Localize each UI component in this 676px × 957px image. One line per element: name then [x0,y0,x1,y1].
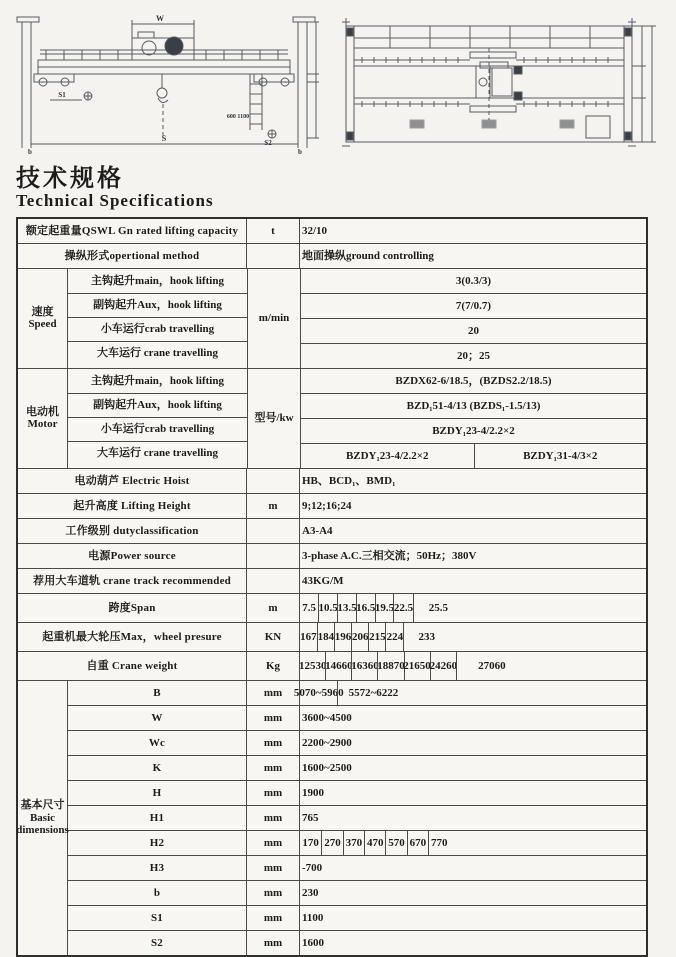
spec-section-group [18,680,646,955]
dim-label-b-left: b [28,148,32,156]
spec-value-row [300,781,326,805]
spec-section-row [68,855,646,880]
spec-value-cell: 270 [321,831,342,855]
spec-value-cell: 233 [403,623,449,651]
spec-value-cell: 3(0.3/3) [455,274,492,287]
spec-value-cell: 167 [300,630,317,643]
spec-value-row [300,219,329,243]
spec-group-header-line: Speed [28,318,57,331]
spec-group-rows [68,681,646,955]
spec-label-cell: 小车运行crab travelling [68,317,247,341]
spec-value-cell: 14660 [325,652,351,680]
dim-label-b-right: b [298,148,302,156]
spec-group-header-line: dimensions [16,824,69,837]
spec-label-cell: S2 [68,931,247,955]
spec-label-cell: 主钩起升main，hook lifting [91,274,224,287]
spec-label-cell: 工作级别 dutyclassification [18,519,247,543]
spec-value-cell: 1100 [302,911,324,924]
spec-value-cell: 765 [302,811,319,824]
spec-unit-cell: m/min [248,269,301,368]
spec-label-cell: 副钩起升Aux，hook lifting [68,393,247,417]
spec-unit-cell: m [247,494,300,518]
spec-value-cell: 7(7/0.7) [455,299,492,312]
spec-group-header-cell [18,269,68,368]
spec-label-cell: Wc [68,731,247,755]
spec-value-cell: 19.5 [375,594,394,622]
spec-section-row [68,681,646,705]
spec-value-cell: 22.5 [393,594,412,622]
spec-section-row [18,622,646,651]
spec-value-row [300,931,326,955]
spec-value-cell: 3600~4500 [302,711,352,724]
spec-label-cell: b [68,881,247,905]
spec-value-cell: 224 [385,623,403,651]
spec-label-cell: 跨度Span [18,594,247,622]
specifications-table [16,217,648,957]
spec-label-cell: W [68,706,247,730]
spec-group-header-cell [18,369,68,468]
title-block [0,158,676,217]
spec-value-cell: 196 [334,623,351,651]
spec-unit-cell: mm [247,831,300,855]
spec-section-row [68,830,646,855]
spec-group-values [301,369,646,468]
spec-value-cell: 570 [385,831,406,855]
spec-value-cell: BZD₁51-4/13 (BZDS₁-1.5/13) [406,399,541,412]
spec-section-row [18,568,646,593]
spec-value-cell: A3-A4 [302,524,333,537]
spec-unit-cell [247,544,300,568]
technical-drawings [0,0,676,158]
spec-value-row [293,681,408,705]
spec-value-cell: 1900 [302,786,324,799]
spec-unit-cell: mm [247,856,300,880]
spec-value-row [300,544,478,568]
spec-value-cell: 16.5 [356,594,375,622]
spec-value-row [301,343,646,368]
spec-section-row [68,730,646,755]
spec-unit-cell [247,519,300,543]
spec-label-cell: 额定起重量QSWL Gn rated lifting capacity [18,219,247,243]
spec-value-cell: 670 [407,831,428,855]
spec-section-row [18,493,646,518]
spec-label-cell: H1 [68,806,247,830]
crane-plan-svg [330,8,668,158]
spec-unit-cell: mm [247,781,300,805]
spec-section-row [68,880,646,905]
spec-unit-cell: Kg [247,652,300,680]
spec-section-row [18,518,646,543]
spec-section-row [18,651,646,680]
spec-group-header-line: 电动机 [26,406,59,419]
dim-label-s1: S1 [58,91,66,99]
spec-label-cell: 大车运行 crane travelling [68,341,247,365]
spec-section-row [18,243,646,268]
spec-value-cell: 43KG/M [302,574,344,587]
spec-value-row [300,594,463,622]
spec-value-cell: 25.5 [413,594,464,622]
spec-value-cell: 3-phase A.C.三相交流；50Hz；380V [302,549,477,562]
spec-value-cell: 370 [343,831,364,855]
spec-value-row [300,906,325,930]
spec-label-cell: 自重 Crane weight [18,652,247,680]
crane-plan-drawing [330,8,668,158]
spec-section-row [18,543,646,568]
spec-label-cell: H3 [68,856,247,880]
spec-value-cell: 13.5 [337,594,356,622]
spec-unit-cell: mm [247,806,300,830]
spec-value-cell: BZDY₁31-4/3×2 [474,444,647,468]
spec-value-cell: 170 [302,836,319,849]
spec-unit-cell: mm [247,906,300,930]
spec-unit-cell: KN [247,623,300,651]
spec-value-cell: 24260 [430,652,457,680]
spec-group-labels [68,269,248,368]
spec-value-cell: 470 [364,831,385,855]
spec-value-row [300,519,335,543]
spec-label-cell: 副钩起升Aux，hook lifting [68,293,247,317]
spec-value-row [300,469,397,493]
spec-label-cell: 主钩起升main，hook lifting [91,374,224,387]
spec-unit-cell [247,244,300,268]
spec-group-header-line: 基本尺寸 [20,799,65,812]
spec-value-cell: 770 [428,831,449,855]
spec-value-row [300,244,436,268]
spec-label-cell: S1 [68,906,247,930]
spec-value-cell: 16360 [351,652,377,680]
spec-value-row [301,269,646,293]
dim-label-w: W [156,14,164,23]
spec-label-cell: 电动葫芦 Electric Hoist [18,469,247,493]
dim-label-span: S [161,134,167,143]
spec-value-cell: 地面操纵ground controlling [302,249,434,262]
spec-group-values [301,269,646,368]
spec-value-row [301,393,646,418]
spec-section-row [68,805,646,830]
spec-unit-cell: 型号/kw [248,369,301,468]
spec-value-cell: 1600~2500 [302,761,352,774]
spec-unit-cell: mm [247,731,300,755]
spec-section-row [68,905,646,930]
spec-unit-cell: t [247,219,300,243]
spec-value-row [300,756,354,780]
spec-unit-cell: mm [247,756,300,780]
spec-section-row [68,705,646,730]
spec-label-cell: 大车运行 crane travelling [68,441,247,465]
spec-label-cell: 起重机最大轮压Max，wheel presure [18,623,247,651]
spec-unit-cell [247,569,300,593]
spec-group-labels [68,369,248,468]
spec-group-header-line: Basic [29,811,56,824]
spec-value-row [300,731,354,755]
spec-label-cell: 起升高度 Lifting Height [18,494,247,518]
spec-value-row [300,881,321,905]
spec-value-row [300,706,354,730]
spec-value-cell: 1600 [302,936,324,949]
spec-value-cell: 9;12;16;24 [302,499,352,512]
spec-value-row [301,443,646,468]
spec-section-row [68,755,646,780]
spec-section-row [18,593,646,622]
spec-value-cell: 5572~6222 [337,681,408,705]
spec-value-cell: 215 [368,623,385,651]
spec-unit-cell: mm [247,931,300,955]
spec-value-row [300,831,450,855]
spec-value-row [301,369,646,393]
spec-value-row [300,623,450,651]
spec-value-row [300,652,527,680]
spec-label-cell: 小车运行crab travelling [68,417,247,441]
spec-value-cell: BZDY₁23-4/2.2×2 [432,424,515,437]
spec-label-cell: H [68,781,247,805]
spec-section-row [68,780,646,805]
spec-value-cell: 2200~2900 [302,736,352,749]
spec-label-cell: 操纵形式opertional method [18,244,247,268]
spec-section-group [18,368,646,468]
dim-label-s2: S2 [264,139,272,147]
spec-group-header-line: Motor [27,418,58,431]
spec-value-cell: BZDY₁23-4/2.2×2 [345,449,429,462]
spec-label-cell: 荐用大车道轨 crane track recommended [18,569,247,593]
spec-group-header-line: 速度 [31,306,54,319]
spec-value-cell: HB、BCD₁、BMD₁ [302,474,396,487]
spec-label-cell: B [68,681,247,705]
spec-value-cell: -700 [302,861,323,874]
spec-value-cell: 184 [317,623,334,651]
spec-value-cell: 32/10 [302,224,328,237]
spec-section-row [18,468,646,493]
spec-label-cell: 电源Power source [18,544,247,568]
spec-label-cell: K [68,756,247,780]
spec-value-cell: 18870 [377,652,403,680]
spec-value-cell: 10.5 [318,594,337,622]
spec-unit-cell: mm [247,681,300,705]
spec-value-row [301,293,646,318]
spec-value-cell: 7.5 [302,601,317,614]
spec-value-cell: 230 [302,886,319,899]
spec-section-row [68,930,646,955]
spec-value-row [301,318,646,343]
spec-label-cell: H2 [68,831,247,855]
spec-value-cell: 206 [351,623,368,651]
spec-unit-cell [247,469,300,493]
spec-value-cell: 20 [468,324,479,337]
spec-unit-cell: mm [247,881,300,905]
spec-value-cell: BZDX62-6/18.5，(BZDS2.2/18.5) [395,374,552,387]
spec-value-cell: 21650 [404,652,430,680]
spec-unit-cell: m [247,594,300,622]
spec-value-cell: 27060 [456,652,526,680]
spec-section-row [18,219,646,243]
spec-value-row [300,569,346,593]
spec-value-row [300,856,324,880]
spec-value-row [300,494,354,518]
spec-value-row [301,418,646,443]
spec-value-cell: 12530 [298,659,327,672]
spec-value-cell: 5070~5960 [293,686,344,699]
crane-elevation-svg [10,8,322,158]
crane-elevation-drawing [10,8,322,158]
spec-value-cell: 20；25 [457,349,490,362]
page-title-zh: 技术规格 [16,165,124,192]
spec-value-row [300,806,321,830]
spec-unit-cell: mm [247,706,300,730]
spec-section-group [18,268,646,368]
dim-label-ladder: 600 1100 [226,114,250,120]
page-title-en: Technical Specifications [16,191,214,211]
spec-group-header-cell [18,681,68,955]
